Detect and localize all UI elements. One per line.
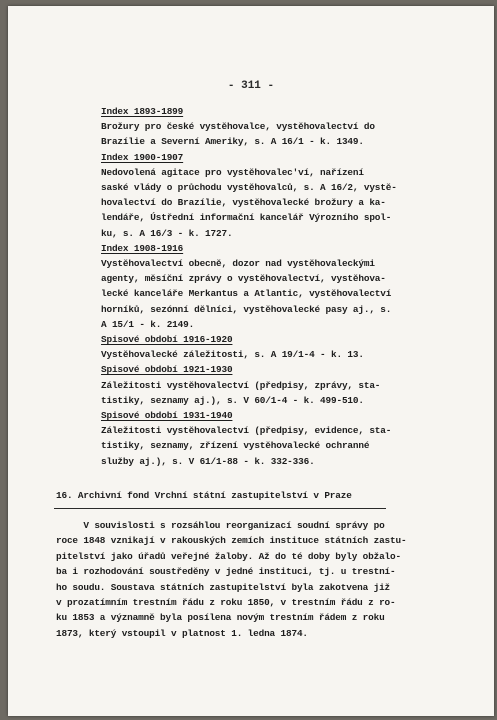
entry-heading: Spisové období 1931-1940 <box>101 410 233 422</box>
section-underline <box>54 508 386 509</box>
archive-entries <box>101 104 431 469</box>
entry-line: Záležitosti vystěhovalectví (předpisy, zprávy, sta- <box>101 379 381 391</box>
entry-line: Vystěhovalectví obecně, dozor nad vystěhovaleckými <box>101 258 375 270</box>
entry-line: lendáře, Ústřední informační kancelář Výrozního spol- <box>101 212 392 224</box>
section-title: 16. Archivní fond Vrchní státní zastupitelství v Praze <box>56 490 352 501</box>
entry-line: A 15/1 - k. 2149. <box>101 318 195 330</box>
entry-line: lecké kanceláře Merkantus a Atlantic, vystěhovalectví <box>101 288 392 300</box>
paragraph-line: pitelství jako úřadů veřejné žaloby. Až do té doby byly obžalo- <box>56 550 401 562</box>
paragraph-line: V souvislosti s rozsáhlou reorganizací soudní správy po <box>56 520 385 531</box>
paragraph-line: v prozatímním trestním řádu z roku 1850, v trestním řádu z ro- <box>56 597 396 609</box>
paragraph-line: roce 1848 vznikají v rakouských zemích instituce státních zastu- <box>56 535 407 547</box>
entry <box>101 362 431 408</box>
entry-line: Brožury pro české vystěhovalce, vystěhovalectví do <box>101 121 375 133</box>
paragraph-line: ba i rozhodování soustředěny v jedné instituci, tj. u trestní- <box>56 566 396 578</box>
entry-heading: Spisové období 1921-1930 <box>101 364 233 376</box>
entry-line: horníků, sezónní dělníci, vystěhovalecké pasy aj., s. <box>101 303 392 315</box>
document-page <box>8 6 494 716</box>
entry <box>101 408 431 469</box>
entry-heading: Index 1893-1899 <box>101 106 184 117</box>
entry-line: agenty, měsíční zprávy o vystěhovalectví, vystěhova- <box>101 273 386 285</box>
entry-line: tistiky, seznamy aj.), s. V 60/1-4 - k. 499-510. <box>101 394 364 406</box>
entry-line: Vystěhovalecké záležitosti, s. A 19/1-4 - k. 13. <box>101 349 364 361</box>
entry <box>101 150 431 241</box>
entry-line: ku, s. A 16/3 - k. 1727. <box>101 227 233 239</box>
section-paragraph <box>56 518 436 641</box>
entry <box>101 332 431 362</box>
entry-line: Záležitosti vystěhovalectví (předpisy, evidence, sta- <box>101 425 392 437</box>
entry-heading: Index 1908-1916 <box>101 242 184 254</box>
entry-heading: Index 1900-1907 <box>101 151 184 163</box>
entry-line: služby aj.), s. V 61/1-88 - k. 332-336. <box>101 455 315 467</box>
paragraph-line: 1873, který vstoupil v platnost 1. ledna 1874. <box>56 627 308 639</box>
entry-line: tistiky, seznamy, zřízení vystěhovalecké ochranné <box>101 440 370 452</box>
entry-line: hovalectví do Brazílie, vystěhovalecké brožury a ka- <box>101 197 386 209</box>
paragraph-line: ho soudu. Soustava státních zastupitelství byla zakotvena již <box>56 581 391 593</box>
entry-line: saské vlády o průchodu vystěhovalců, s. A 16/2, vystě- <box>101 182 397 194</box>
paragraph-line: ku 1853 a významně byla posílena novým trestním řádem z roku <box>56 612 385 624</box>
entry-line: Nedovolená agitace pro vystěhovalec'ví, nařízení <box>101 166 364 178</box>
entry <box>101 241 431 332</box>
entry-line: Brazílie a Severní Ameriky, s. A 16/1 - k. 1349. <box>101 136 364 148</box>
entry-heading: Spisové období 1916-1920 <box>101 334 233 346</box>
page-number: - 311 - <box>227 80 275 92</box>
entry <box>101 104 431 150</box>
